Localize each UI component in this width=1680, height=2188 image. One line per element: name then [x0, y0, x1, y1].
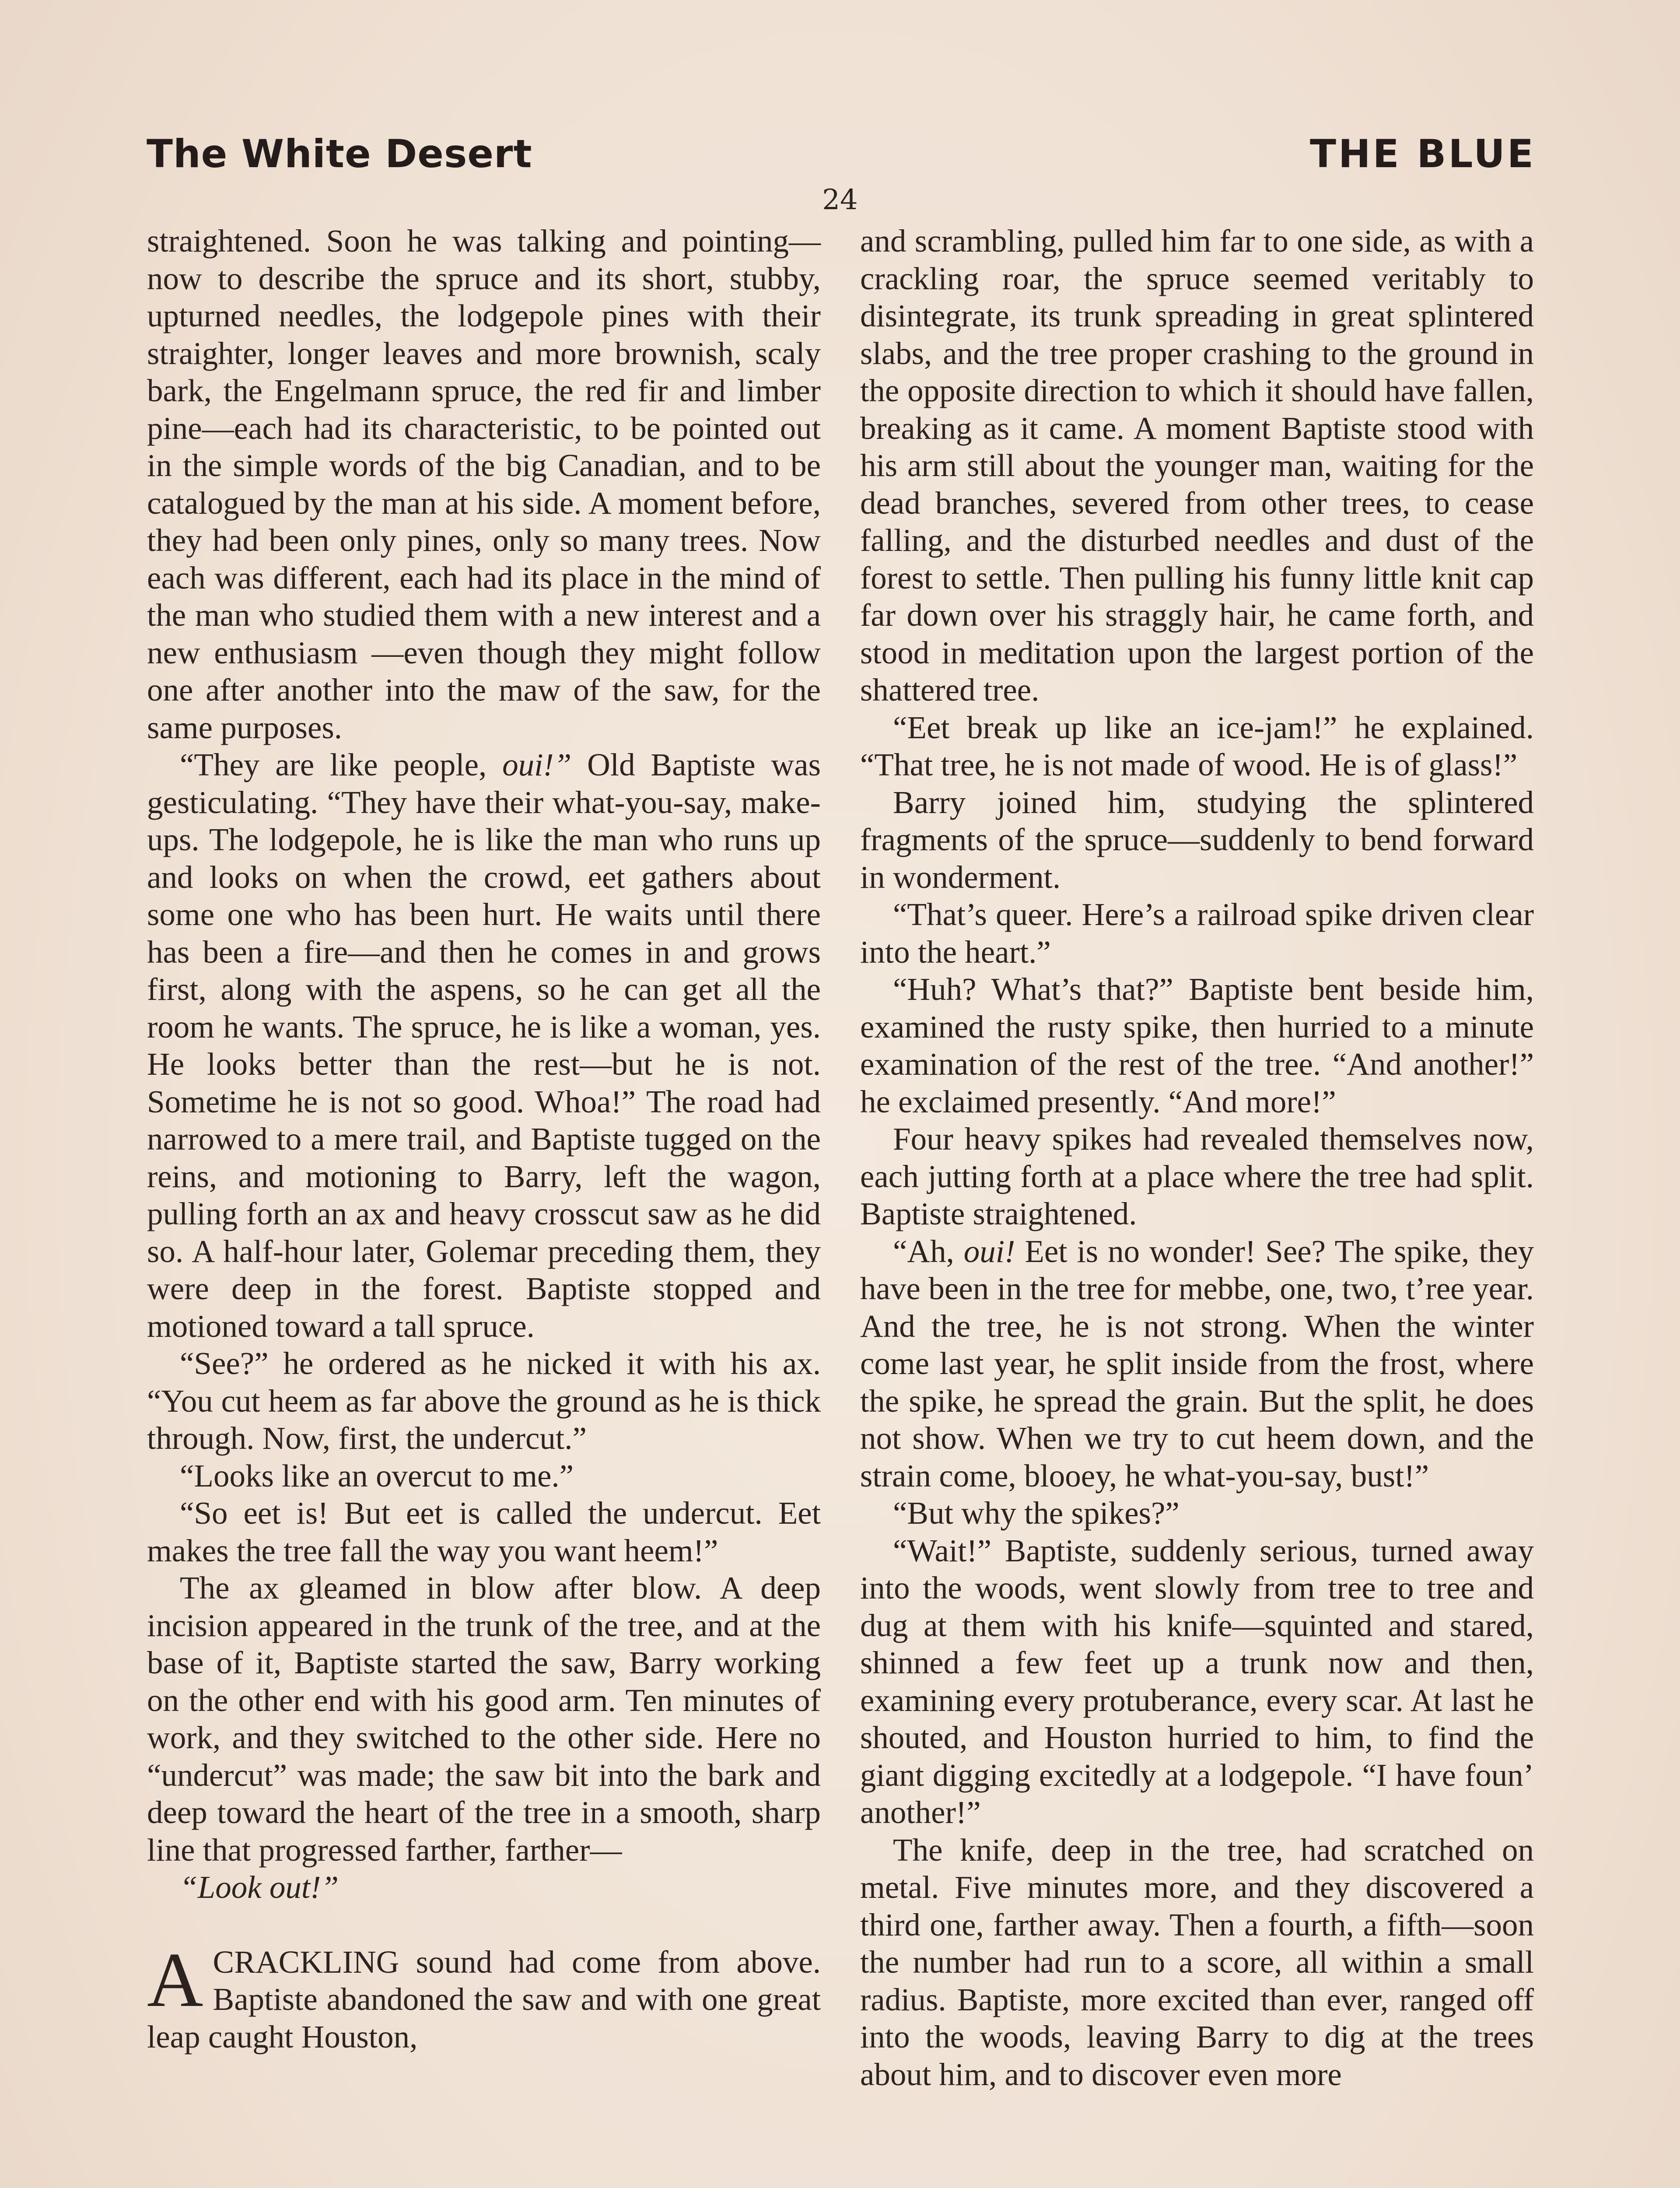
drop-cap: A	[147, 1936, 203, 2023]
text-column-right	[860, 222, 1534, 2093]
paragraph-text: “They are like people,	[180, 747, 503, 782]
paragraph-text: Old Baptiste was gesticulating. “They have their what-you-say, make-ups. The lodgepole, he is like the man who runs up and looks on when the crowd, eet gathers about some one who has been hurt. He waits until there has been a fire—and then he comes in and grows first, along with the aspens, so he can get all the room he wants. The spruce, he is like a woman, yes. He looks better than the rest—but he is not. Sometime he is not so good. Whoa!” The road had narrowed to a mere trail, and Baptiste tugged on the reins, and motioning to Barry, left the wagon, pulling forth an ax and heavy crosscut saw as he did so. A half-hour later, Golemar preceding them, they were deep in the forest. Baptiste stopped and motioned toward a tall spruce.	[147, 747, 821, 1344]
paragraph-text: “Ah,	[893, 1233, 964, 1269]
paragraph: and scrambling, pulled him far to one side, as with a crackling roar, the spruce seemed veritably to disintegrate, its trunk spreading in great splintered slabs, and the tree proper crashing to the ground in the opposite direction to which it should have fallen, breaking as it came. A moment Baptiste stood with his arm still about the younger man, waiting for the dead branches, severed from other trees, to cease falling, and the disturbed needles and dust of the forest to settle. Then pulling his funny little knit cap far down over his straggly hair, he came forth, and stood in meditation upon the largest portion of the shattered tree.	[860, 223, 1534, 708]
text-column-left	[147, 222, 821, 2055]
paragraph: “So eet is! But eet is called the undercut. Eet makes the tree fall the way you want heem!”	[147, 1495, 821, 1568]
running-head-magazine-title: THE BLUE	[1309, 131, 1536, 176]
paragraph: “Looks like an overcut to me.”	[180, 1458, 574, 1494]
running-head-story-title: The White Desert	[147, 131, 532, 176]
section-opening-paragraph	[147, 1936, 821, 2056]
emphasis: oui!”	[502, 747, 572, 782]
paragraph-text: Eet is no wonder! See? The spike, they have been in the tree for mebbe, one, two, t’ree year. And the tree, he is not strong. When the winter come last year, he split inside from the frost, where the spike, he spread the grain. But the split, he does not show. When we try to cut heem down, and the strain come, blooey, he what-you-say, bust!”	[860, 1233, 1534, 1494]
paragraph: Four heavy spikes had revealed themselves now, each jutting forth at a place where the tree had split. Baptiste straightened.	[860, 1121, 1534, 1231]
paragraph	[860, 1233, 1534, 1495]
paragraph: “See?” he ordered as he nicked it with his ax. “You cut heem as far above the ground as he is thick through. Now, first, the undercut.”	[147, 1346, 821, 1456]
paragraph: “Eet break up like an ice-jam!” he explained. “That tree, he is not made of wood. He is of glass!”	[860, 709, 1534, 782]
paragraph: The knife, deep in the tree, had scratched on metal. Five minutes more, and they discovered a third one, farther away. Then a fourth, a fifth—soon the number had run to a score, all within a small radius. Baptiste, more excited than ever, ranged off into the woods, leaving Barry to dig at the trees about him, and to discover even more	[860, 1832, 1534, 2092]
paragraph: “Huh? What’s that?” Baptiste bent beside him, examined the rusty spike, then hurried to a minute examination of the rest of the tree. “And another!” he exclaimed presently. “And more!”	[860, 971, 1534, 1119]
paragraph: “But why the spikes?”	[893, 1495, 1180, 1531]
paragraph: straightened. Soon he was talking and pointing—now to describe the spruce and its short, stubby, upturned needles, the lodgepole pines with their straighter, longer leaves and more brownish, scaly bark, the Engelmann spruce, the red fir and limber pine—each had its characteristic, to be pointed out in the simple words of the big Canadian, and to be catalogued by the man at his side. A moment before, they had been only pines, only so many trees. Now each was different, each had its place in the mind of the man who studied them with a new interest and a new enthusiasm —even though they might follow one after another into the maw of the saw, for the same purposes.	[147, 223, 821, 745]
paragraph: “Wait!” Baptiste, suddenly serious, turned away into the woods, went slowly from tree to tree and dug at them with his knife—squinted and stared, shinned a few feet up a trunk now and then, examining every protuberance, every scar. At last he shouted, and Houston hurried to him, to find the giant digging excitedly at a lodgepole. “I have foun’ another!”	[860, 1532, 1534, 1830]
paragraph	[147, 746, 821, 1345]
emphasis: “Look out!”	[180, 1869, 339, 1905]
page-number: 24	[822, 184, 858, 216]
emphasis: oui!	[963, 1233, 1015, 1269]
paragraph	[147, 1869, 821, 1906]
paragraph: The ax gleamed in blow after blow. A deep incision appeared in the trunk of the tree, and at the base of it, Baptiste started the saw, Barry working on the other end with his good arm. Ten minutes of work, and they switched to the other side. Here no “undercut” was made; the saw bit into the bark and deep toward the heart of the tree in a smooth, sharp line that progressed farther, farther—	[147, 1570, 821, 1868]
paragraph-text: CRACKLING sound had come from above. Baptiste abandoned the saw and with one great leap caught Houston,	[147, 1944, 821, 2055]
paragraph: “That’s queer. Here’s a railroad spike driven clear into the heart.”	[860, 897, 1534, 970]
paragraph: Barry joined him, studying the splintered fragments of the spruce—suddenly to bend forward in wonderment.	[860, 784, 1534, 895]
